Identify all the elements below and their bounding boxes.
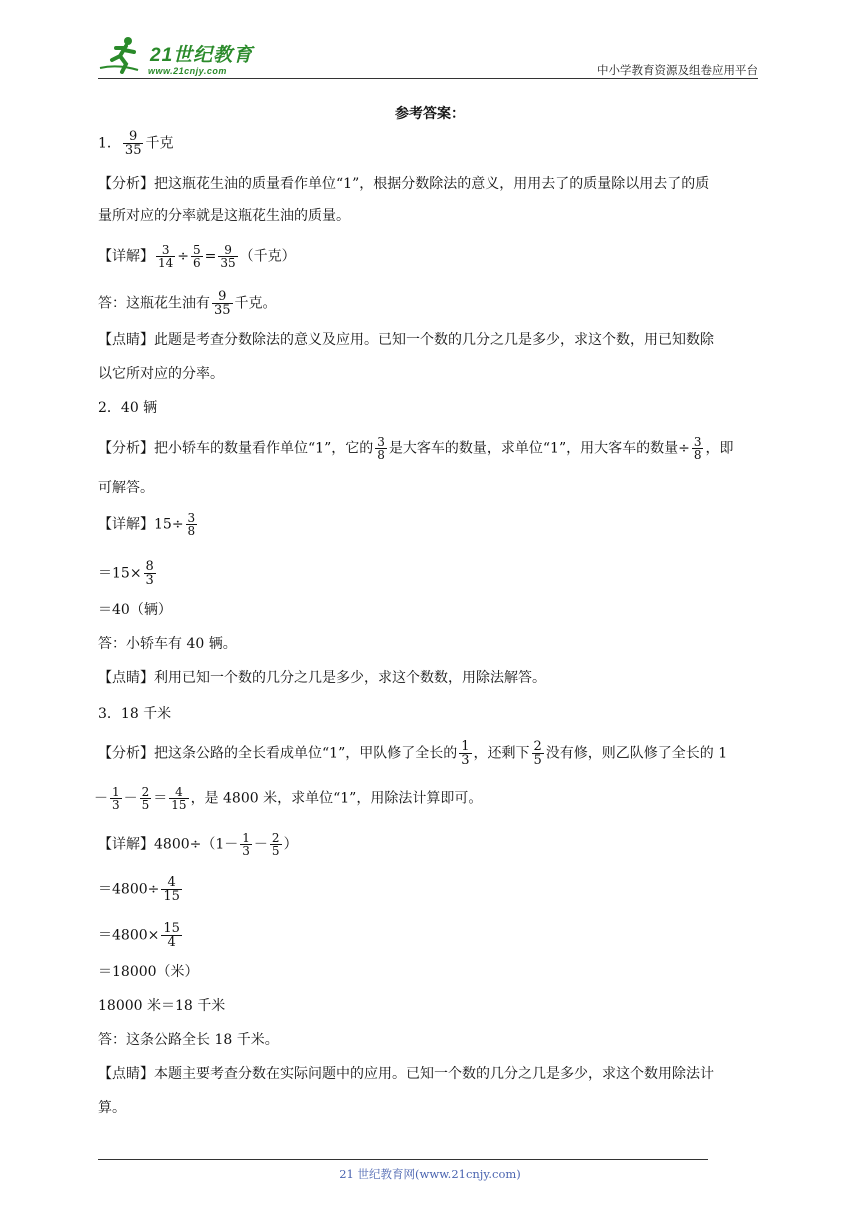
logo-brand: 21世纪教育 [150,45,254,66]
runner-logo-icon [98,34,148,74]
page-header [98,30,758,78]
fraction: $\frac{9}{35}$ [220,243,236,270]
q3-detail-line4: ＝18000（米） [98,964,199,980]
fraction: $\frac{9}{35}$ [214,289,231,318]
q1-unit: 千克 [145,135,174,152]
q1-answer: 答：这瓶花生油有 $\frac{9}{35}$ 千克。 [98,289,277,318]
q1-detail: 【详解】 $\frac{3}{14}$ ÷ $\frac{5}{6}$ = $\frac{9}{35}$ （千克） [98,243,296,270]
fraction: $\frac{8}{3}$ [145,559,154,588]
page-title: 参考答案： [395,106,465,122]
fraction: $\frac{3}{8}$ [377,435,385,462]
q3-comment-line2: 算。 [98,1100,126,1116]
fraction: $\frac{1}{3}$ [242,831,250,858]
fraction: $\frac{3}{14}$ [158,243,174,270]
q1-number: 1． [98,135,121,152]
logo-url: www.21cnjy.com [148,66,227,76]
fraction: $\frac{2}{5}$ [533,739,542,768]
q3-answer: 答：这条公路全长 18 千米。 [98,1032,279,1048]
footer-text: 21 世纪教育网(www.21cnjy.com) [339,1167,521,1181]
fraction: $\frac{15}{4}$ [163,921,180,950]
q3-analysis-line2: － $\frac{1}{3}$ － $\frac{2}{5}$ ＝ $\frac{4}{15}$ ，是 4800 米，求单位“1”，用除法计算即可。 [94,785,483,812]
q2-detail-line1: 【详解】15÷ $\frac{3}{8}$ [98,511,196,538]
header-tagline: 中小学教育资源及组卷应用平台 [597,63,758,77]
fraction: $\frac{5}{6}$ [193,243,201,270]
q1-answer-line [98,130,173,157]
q1-comment-line1: 【点睛】此题是考查分数除法的意义及应用。已知一个数的几分之几是多少，求这个数，用已知数除 [98,332,714,348]
fraction: $\frac{2}{5}$ [141,785,150,812]
fraction: $\frac{9}{35}$ [124,129,142,158]
fraction: $\frac{1}{3}$ [461,739,470,768]
q3-detail-line5: 18000 米＝18 千米 [98,998,226,1014]
footer-divider [98,1159,708,1160]
fraction: $\frac{1}{3}$ [112,785,120,812]
q1-comment-line2: 以它所对应的分率。 [98,366,224,382]
q2-analysis-line1: 【分析】把小轿车的数量看作单位“1”，它的 $\frac{3}{8}$ 是大客车的数量，求单位“1”，用大客车的数量÷ $\frac{3}{8}$ ，即 [98,435,734,462]
site-logo [98,34,268,74]
q2-detail-line2: ＝15× $\frac{8}{3}$ [98,559,154,588]
q1-analysis-line2: 量所对应的分率就是这瓶花生油的质量。 [98,208,350,224]
q2-answer-line: 2．40 辆 [98,400,158,416]
q3-detail-line3: ＝4800× $\frac{15}{4}$ [98,921,180,950]
q2-detail-line3: ＝40（辆） [98,602,172,618]
fraction: $\frac{3}{8}$ [187,511,196,538]
fraction: $\frac{2}{5}$ [271,831,280,858]
q2-answer: 答：小轿车有 40 辆。 [98,636,237,652]
q3-detail-line1: 【详解】4800÷（1－ $\frac{1}{3}$ － $\frac{2}{5}$ ） [98,831,298,858]
q3-detail-line2: ＝4800÷ $\frac{4}{15}$ [98,875,180,904]
q3-analysis-line1: 【分析】把这条公路的全长看成单位“1”，甲队修了全长的 $\frac{1}{3}$ ，还剩下 $\frac{2}{5}$ 没有修，则乙队修了全长的 1 [98,739,728,768]
header-divider [98,78,758,79]
q3-comment-line1: 【点睛】本题主要考查分数在实际问题中的应用。已知一个数的几分之几是多少，求这个数用除法计 [98,1066,714,1082]
q2-comment: 【点睛】利用已知一个数的几分之几是多少，求这个数数，用除法解答。 [98,670,546,686]
fraction: $\frac{3}{8}$ [693,435,702,462]
q2-analysis-line2: 可解答。 [98,480,154,496]
fraction: $\frac{4}{15}$ [163,875,180,904]
fraction: $\frac{4}{15}$ [171,785,187,812]
q1-analysis-line1: 【分析】把这瓶花生油的质量看作单位“1”，根据分数除法的意义，用用去了的质量除以用去了的质 [98,176,710,192]
q3-answer-line: 3．18 千米 [98,706,172,722]
